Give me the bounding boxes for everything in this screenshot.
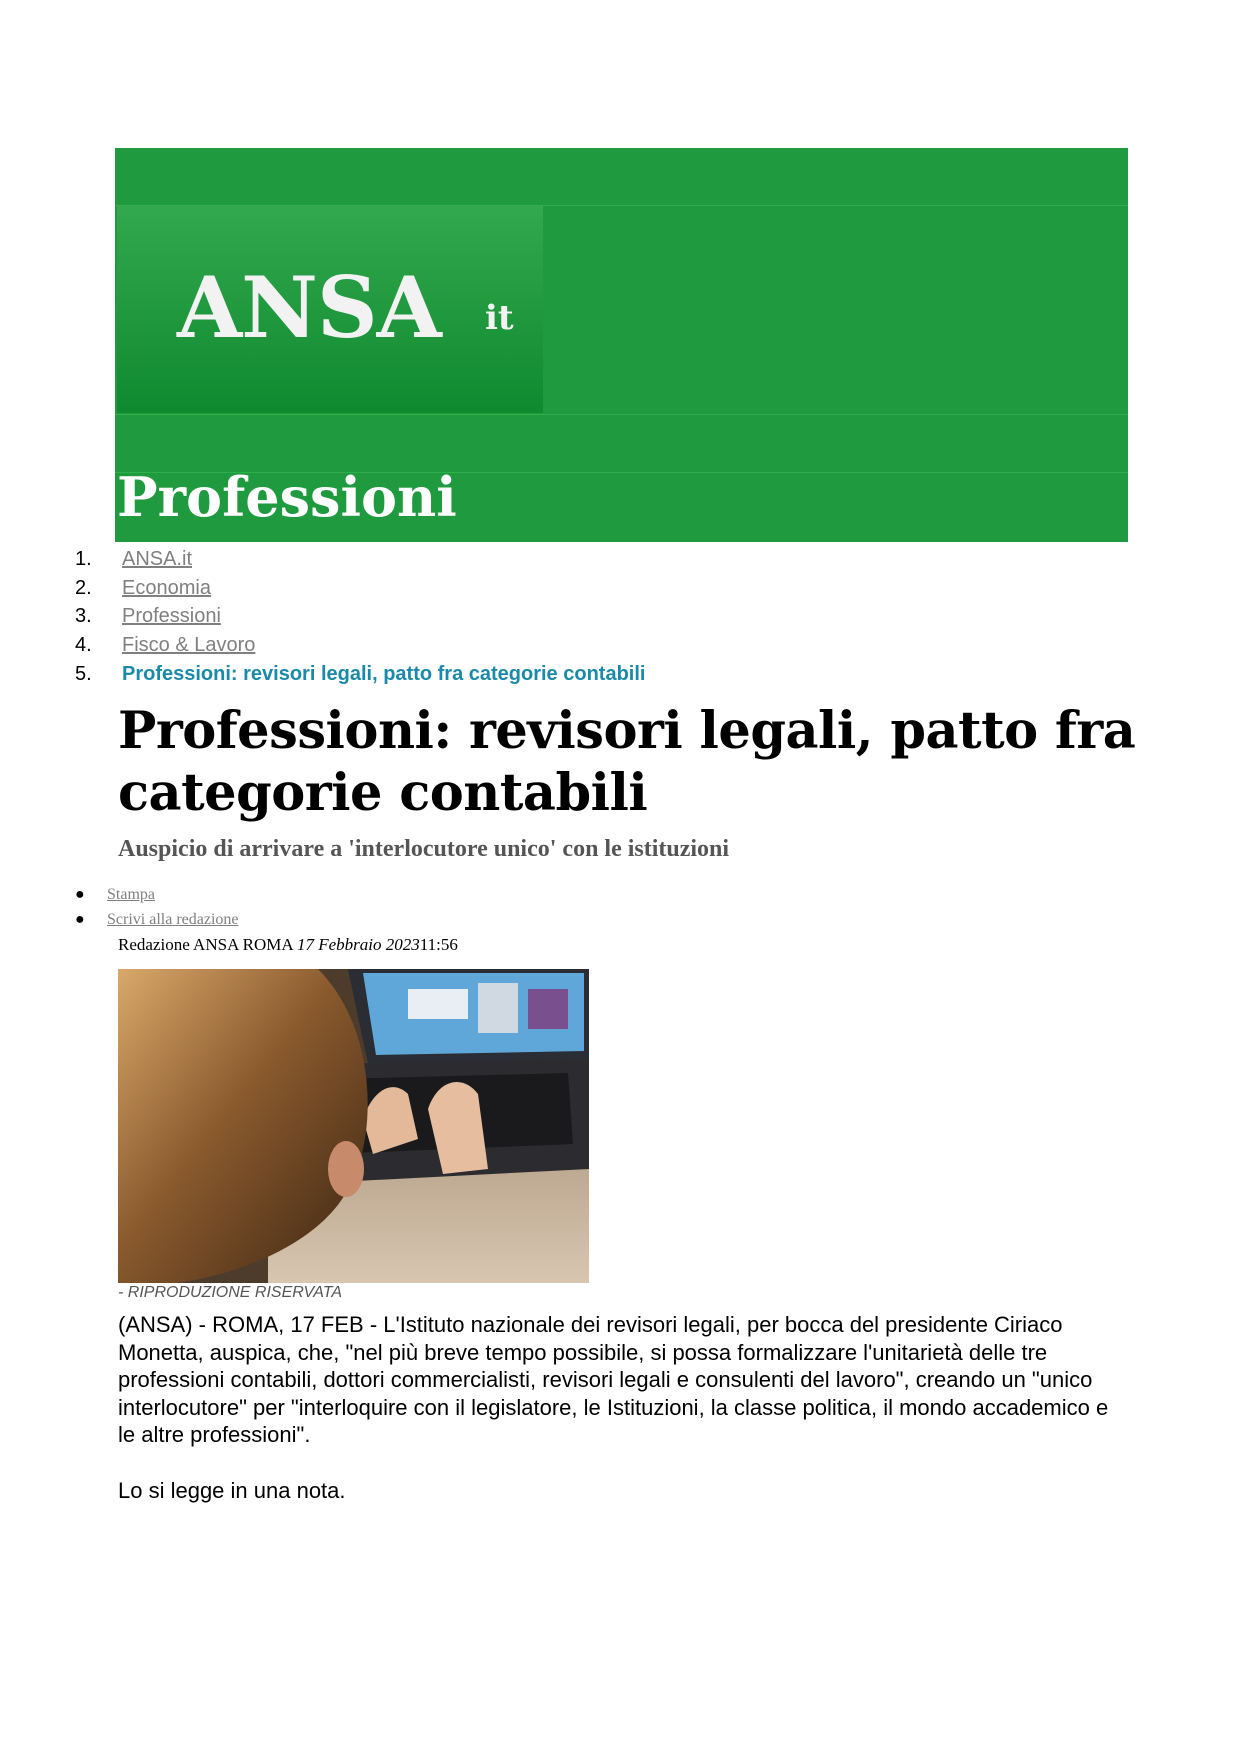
breadcrumb-item: [75, 660, 645, 689]
breadcrumb-item: [75, 545, 645, 574]
breadcrumb-item: [75, 602, 645, 631]
breadcrumb-number: 3.: [75, 605, 92, 628]
article-actions: [75, 882, 239, 932]
logo-text: ANSA: [177, 258, 441, 357]
bullet-icon: ●: [75, 911, 85, 928]
byline: [118, 935, 458, 955]
breadcrumb-current[interactable]: Professioni: revisori legali, patto fra categorie contabili: [122, 662, 646, 685]
byline-time: 11:56: [419, 935, 458, 954]
logo-suffix: it: [485, 298, 514, 338]
photo-illustration: [118, 969, 589, 1283]
byline-author: Redazione ANSA ROMA: [118, 935, 293, 954]
byline-date: 17 Febbraio 2023: [296, 935, 420, 954]
article-subheadline: Auspicio di arrivare a 'interlocutore unico' con le istituzioni: [118, 836, 730, 862]
photo-caption: - RIPRODUZIONE RISERVATA: [118, 1284, 343, 1301]
header-divider: [115, 414, 1128, 415]
breadcrumb-link-fisco-lavoro[interactable]: Fisco & Lavoro: [122, 634, 256, 657]
breadcrumb-link-economia[interactable]: Economia: [122, 576, 211, 599]
action-item: [75, 882, 239, 907]
write-to-editors-link[interactable]: Scrivi alla redazione: [107, 911, 239, 928]
breadcrumb-number: 4.: [75, 634, 92, 657]
print-link[interactable]: Stampa: [107, 886, 155, 903]
article-photo: [118, 969, 589, 1283]
breadcrumb-link-ansa[interactable]: ANSA.it: [122, 548, 193, 570]
article-headline: Professioni: revisori legali, patto fra categorie contabili: [118, 701, 1136, 823]
breadcrumb-item: [75, 574, 645, 603]
breadcrumb-link-professioni[interactable]: Professioni: [122, 605, 221, 628]
article-paragraph: (ANSA) - ROMA, 17 FEB - L'Istituto nazionale dei revisori legali, per bocca del presidente Ciriaco Monetta, auspica, che, "nel più breve tempo possibile, si possa formalizzare l'unitarietà delle tre professioni contabili, dottori commercialisti, revisori legali e consulenti del lavoro", creando un "unico interlocutore" per "interloquire con il legislatore, le Istituzioni, la classe politica, il mondo accademico e le altre professioni".: [118, 1312, 1109, 1447]
breadcrumb-item: [75, 631, 645, 660]
action-item: [75, 907, 239, 932]
section-title: Professioni: [117, 465, 457, 529]
article-body: [118, 1311, 1128, 1532]
breadcrumb-number: 2.: [75, 576, 92, 599]
bullet-icon: ●: [75, 886, 85, 903]
breadcrumb: [75, 545, 645, 689]
breadcrumb-number: 1.: [75, 548, 92, 570]
site-header: [115, 148, 1128, 542]
breadcrumb-number: 5.: [75, 662, 92, 685]
ansa-logo[interactable]: [117, 206, 543, 413]
article-paragraph: Lo si legge in una nota.: [118, 1477, 346, 1503]
